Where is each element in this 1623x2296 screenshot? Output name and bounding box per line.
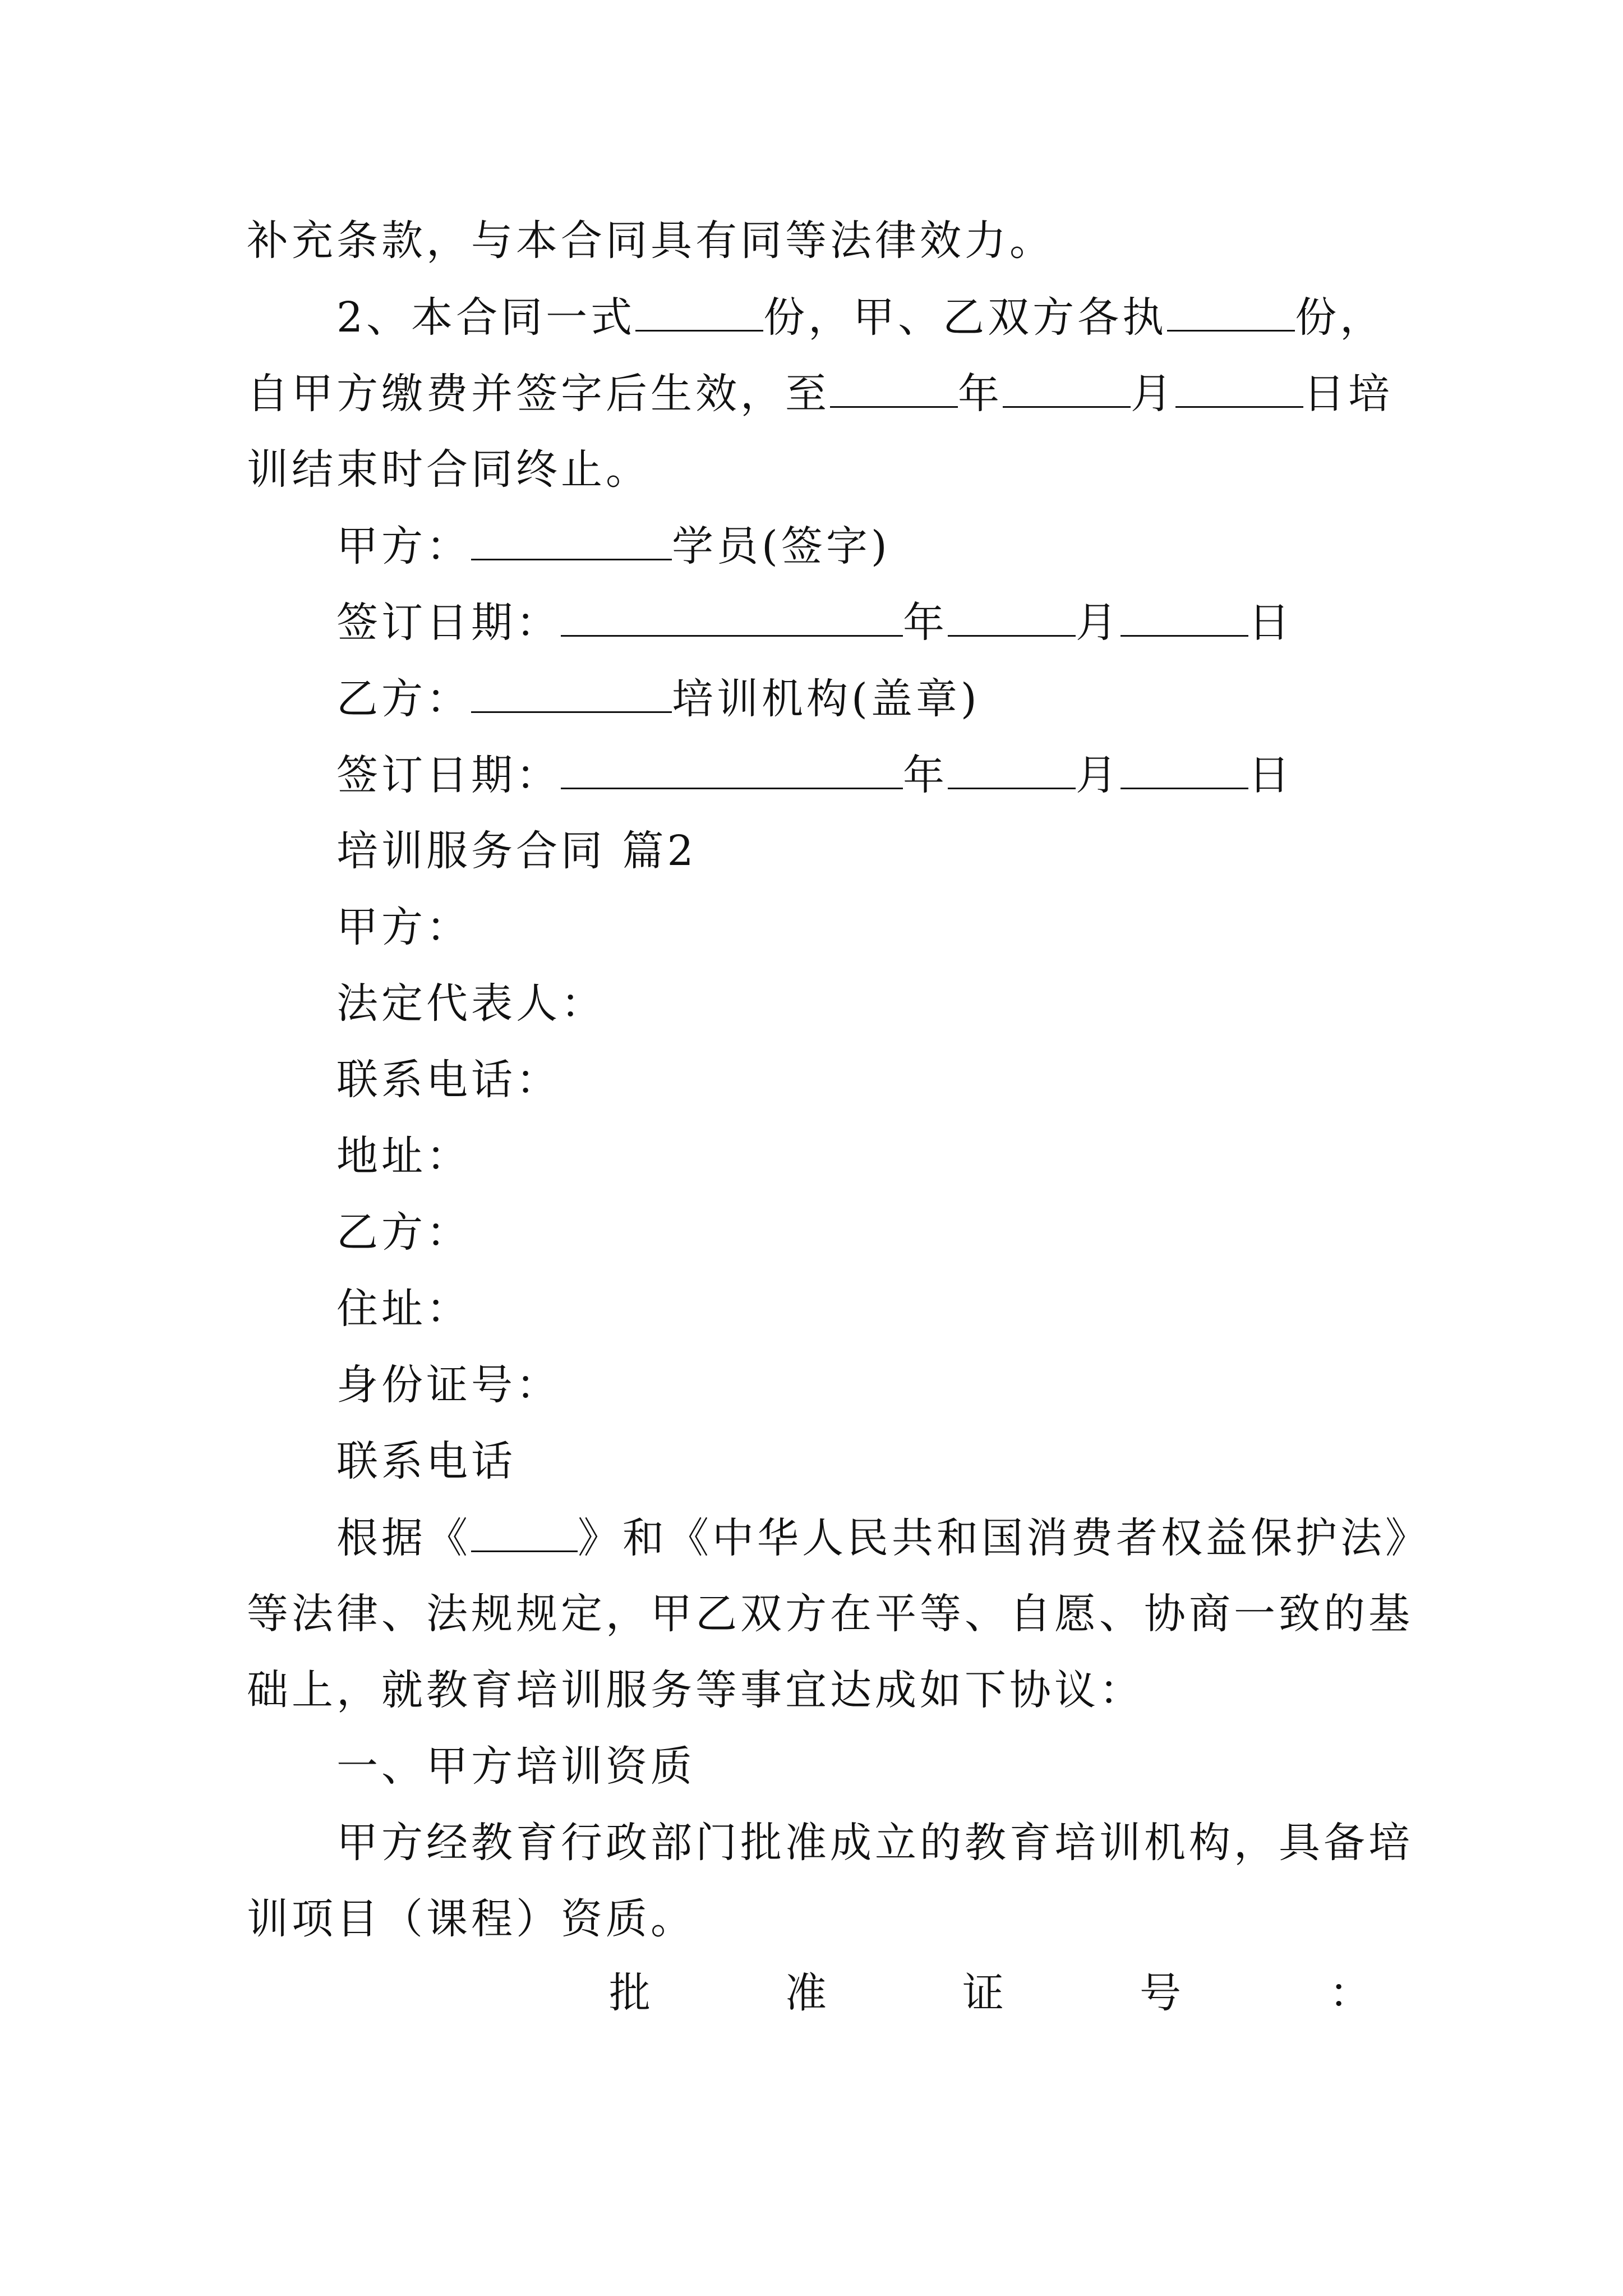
text: 补充条款，与本合同具有同等法律效力。 <box>247 217 1054 265</box>
text: 训项目（课程）资质。 <box>247 1895 695 1943</box>
text: 年 <box>903 751 948 799</box>
text: 月 <box>1076 599 1121 647</box>
month-blank <box>948 754 1076 789</box>
party-a-signature <box>336 522 891 570</box>
year-blank <box>561 601 903 637</box>
text: 》和《中华人民共和国消费者权益保护法》 <box>578 1514 1430 1562</box>
year-blank <box>561 754 903 789</box>
effective-clause <box>247 370 1393 418</box>
legal-representative-field <box>336 979 606 1028</box>
label: 乙方： <box>336 675 471 723</box>
address-field <box>336 1132 471 1180</box>
residence-field <box>336 1285 471 1333</box>
label: 培训机构(盖章) <box>672 675 980 723</box>
basis-paragraph-line1 <box>336 1514 1430 1562</box>
text: 自甲方缴费并签字后生效，至 <box>247 370 830 418</box>
party-a-sign-date <box>336 599 1293 647</box>
text: 份， <box>1295 293 1385 342</box>
approval-colon: ： <box>1329 1969 1371 2017</box>
label: 身份证号： <box>336 1361 561 1409</box>
label: 地址： <box>336 1132 471 1180</box>
approval-char: 准 <box>785 1969 827 2017</box>
approval-char: 批 <box>609 1969 651 2017</box>
month-blank <box>948 601 1076 637</box>
heading-text: 培训服务合同 篇2 <box>336 827 697 875</box>
label: 联系电话： <box>336 1056 561 1104</box>
party-b-field <box>336 1208 471 1257</box>
label: 学员(签字) <box>672 522 891 570</box>
label: 签订日期： <box>336 751 561 799</box>
text: 等法律、法规规定，甲乙双方在平等、自愿、协商一致的基 <box>247 1590 1413 1638</box>
basis-paragraph-line3 <box>247 1666 1144 1714</box>
label: 甲方： <box>336 522 471 570</box>
section-heading <box>336 827 697 875</box>
copies-blank <box>635 296 763 332</box>
day-blank <box>1121 754 1248 789</box>
text: 根据《 <box>336 1514 471 1562</box>
each-blank <box>1167 296 1295 332</box>
label: 甲方： <box>336 903 471 951</box>
text: 份，甲、乙双方各执 <box>763 293 1168 342</box>
party-a-field <box>336 903 471 951</box>
text: 础上，就教育培训服务等事宜达成如下协议： <box>247 1666 1144 1714</box>
qualification-paragraph-line2 <box>247 1895 695 1943</box>
text: 2、本合同一式 <box>336 293 636 342</box>
text: 日 <box>1248 751 1293 799</box>
day-blank <box>1175 372 1303 408</box>
id-number-field <box>336 1361 561 1409</box>
copies-clause <box>336 293 1385 342</box>
text: 年 <box>903 599 948 647</box>
approval-char: 证 <box>962 1969 1004 2017</box>
heading-text: 一、甲方培训资质 <box>336 1742 695 1791</box>
text: 月 <box>1131 370 1175 418</box>
year-blank <box>830 372 958 408</box>
text: 甲方经教育行政部门批准成立的教育培训机构，具备培 <box>336 1819 1413 1867</box>
qualification-paragraph-line1 <box>336 1819 1413 1867</box>
text: 年 <box>958 370 1003 418</box>
termination-clause <box>247 445 651 494</box>
party-b-signature <box>336 675 980 723</box>
text: 月 <box>1076 751 1121 799</box>
law-name-blank <box>471 1517 578 1552</box>
approval-char: 号 <box>1140 1969 1181 2017</box>
qualification-heading <box>336 1742 695 1791</box>
text: 训结束时合同终止。 <box>247 445 651 494</box>
label: 法定代表人： <box>336 979 606 1028</box>
month-blank <box>1003 372 1131 408</box>
seal-blank <box>471 678 672 713</box>
label: 乙方： <box>336 1208 471 1257</box>
text: 日培 <box>1303 370 1393 418</box>
text: 日 <box>1248 599 1293 647</box>
basis-paragraph-line2 <box>247 1590 1413 1638</box>
phone-field-b <box>336 1437 516 1485</box>
party-b-sign-date <box>336 751 1293 799</box>
label: 住址： <box>336 1285 471 1333</box>
label: 联系电话 <box>336 1437 516 1485</box>
label: 签订日期： <box>336 599 561 647</box>
clause-continuation <box>247 217 1054 265</box>
day-blank <box>1121 601 1248 637</box>
signature-blank <box>471 525 672 560</box>
phone-field <box>336 1056 561 1104</box>
